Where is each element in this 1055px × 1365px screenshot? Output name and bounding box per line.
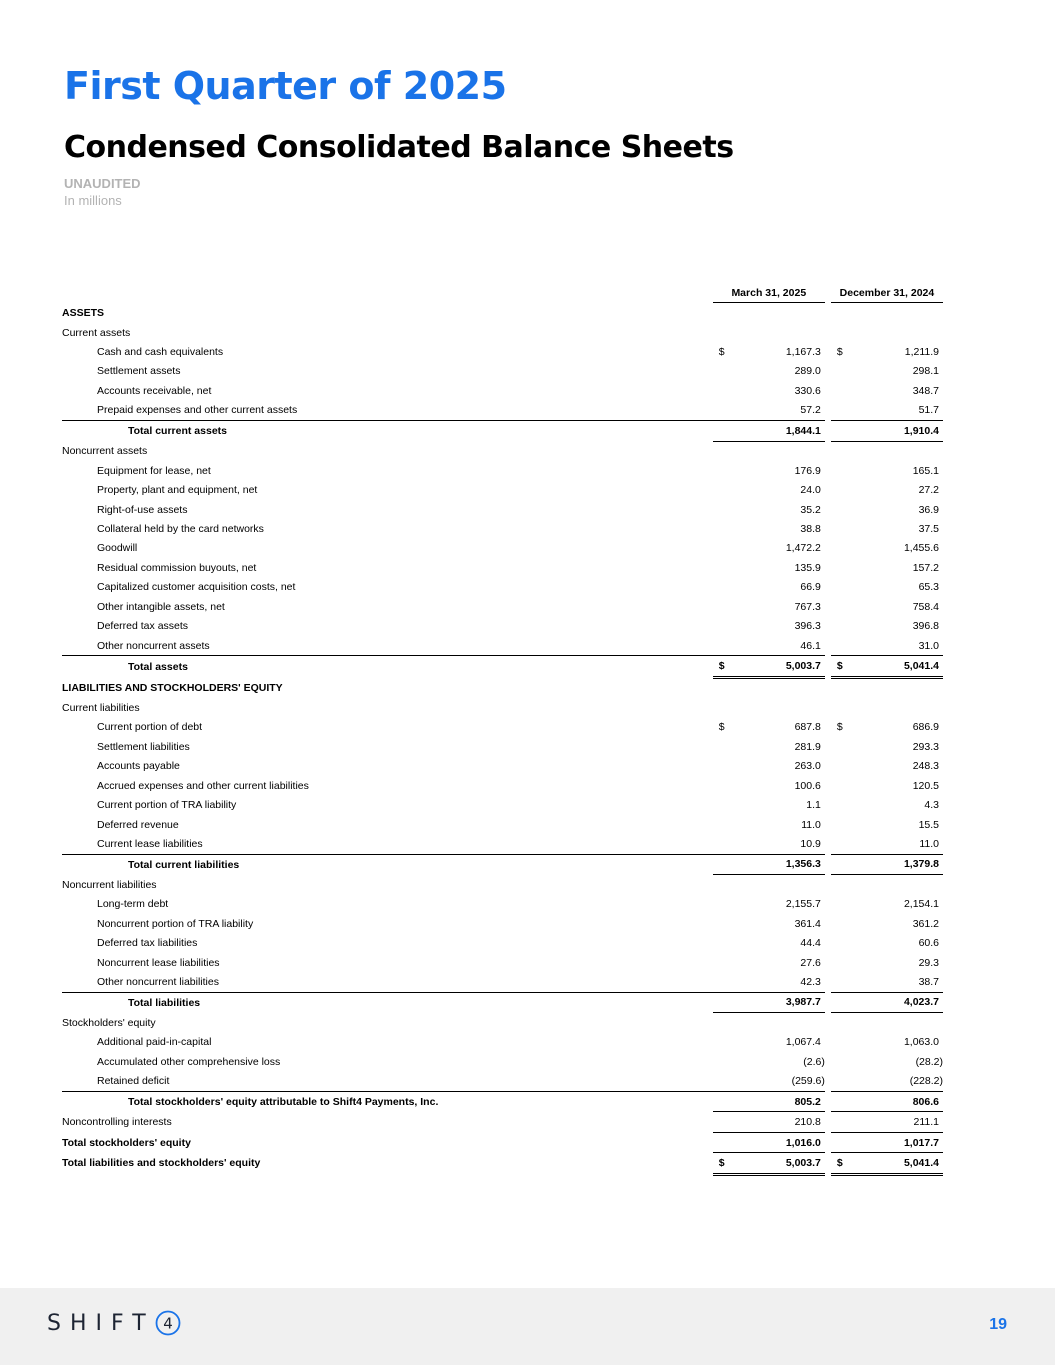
currency-symbol: $ <box>836 346 843 359</box>
value-dec-2024 <box>831 616 943 635</box>
row-label: Total current assets <box>62 421 713 441</box>
row-label: Other noncurrent liabilities <box>97 976 219 989</box>
row-label: Total stockholders' equity <box>62 1136 191 1149</box>
amount: 2,155.7 <box>785 898 821 911</box>
value-dec-2024 <box>831 480 943 499</box>
amount: 38.8 <box>800 522 821 535</box>
amount: 210.8 <box>794 1116 821 1129</box>
table-row <box>62 737 943 756</box>
row-label: Noncontrolling interests <box>62 1116 172 1129</box>
value-mar-2025 <box>713 895 825 914</box>
row-label: Other noncurrent assets <box>97 639 210 652</box>
row-label: Accrued expenses and other current liabilities <box>97 779 309 792</box>
amount: 4.3 <box>924 799 939 812</box>
amount: 120.5 <box>912 779 939 792</box>
amount: 100.6 <box>794 779 821 792</box>
row-label: Current lease liabilities <box>97 837 203 850</box>
table-row <box>62 342 943 361</box>
row-label: Goodwill <box>97 542 138 555</box>
table-row <box>62 303 943 323</box>
amount: 293.3 <box>912 740 939 753</box>
amount: 1,017.7 <box>903 1136 939 1149</box>
row-label: ASSETS <box>62 306 105 319</box>
amount: 1,067.4 <box>785 1036 821 1049</box>
amount: 5,003.7 <box>785 1156 821 1169</box>
amount: 805.2 <box>794 1095 821 1108</box>
value-dec-2024 <box>831 737 943 756</box>
amount: 1,844.1 <box>785 424 821 437</box>
value-mar-2025 <box>713 953 825 972</box>
amount: 758.4 <box>912 600 939 613</box>
column-header-dec-2024: December 31, 2024 <box>831 283 943 303</box>
amount: 767.3 <box>794 600 821 613</box>
value-dec-2024 <box>831 597 943 616</box>
amount: 5,041.4 <box>903 1156 939 1169</box>
column-header-mar-2025: March 31, 2025 <box>713 283 825 303</box>
value-dec-2024 <box>831 381 943 400</box>
value-mar-2025 <box>713 597 825 616</box>
row-label: Total liabilities <box>62 992 713 1012</box>
table-row <box>62 401 943 421</box>
currency-symbol: $ <box>718 721 725 734</box>
value-dec-2024 <box>831 1072 943 1092</box>
value-dec-2024 <box>831 895 943 914</box>
table-row <box>62 895 943 914</box>
table-row <box>62 718 943 737</box>
table-row <box>62 1091 943 1111</box>
amount: 248.3 <box>912 760 939 773</box>
value-dec-2024 <box>831 776 943 795</box>
table-row <box>62 441 943 461</box>
row-label: Total current liabilities <box>62 854 713 874</box>
table-row <box>62 519 943 538</box>
amount: 5,003.7 <box>785 660 821 673</box>
value-mar-2025 <box>713 677 825 698</box>
value-mar-2025 <box>713 656 825 677</box>
table-row <box>62 815 943 834</box>
amount: 51.7 <box>918 404 939 417</box>
value-dec-2024 <box>831 1013 943 1033</box>
logo-wordmark: SHIFT <box>47 1310 155 1336</box>
balance-sheet-body <box>62 283 943 1174</box>
amount: (228.2) <box>909 1075 943 1088</box>
value-dec-2024 <box>831 933 943 952</box>
amount: 38.7 <box>918 976 939 989</box>
value-dec-2024 <box>831 698 943 717</box>
value-mar-2025 <box>713 1112 825 1132</box>
row-label: Residual commission buyouts, net <box>97 561 257 574</box>
value-dec-2024 <box>831 421 943 441</box>
table-row <box>62 381 943 400</box>
amount: 42.3 <box>800 976 821 989</box>
page-number: 19 <box>989 1316 1007 1333</box>
amount: 1,167.3 <box>785 346 821 359</box>
row-label: Current liabilities <box>62 701 140 714</box>
amount: 361.4 <box>794 917 821 930</box>
value-dec-2024 <box>831 578 943 597</box>
value-mar-2025 <box>713 519 825 538</box>
value-dec-2024 <box>831 539 943 558</box>
value-dec-2024 <box>831 401 943 421</box>
row-label: Current portion of debt <box>97 721 203 734</box>
table-row <box>62 421 943 441</box>
value-dec-2024 <box>831 1153 943 1174</box>
amount: 4,023.7 <box>903 996 939 1009</box>
value-mar-2025 <box>713 303 825 323</box>
value-mar-2025 <box>713 757 825 776</box>
table-row <box>62 656 943 677</box>
value-mar-2025 <box>713 558 825 577</box>
amount: 31.0 <box>918 639 939 652</box>
amount: 686.9 <box>912 721 939 734</box>
value-mar-2025 <box>713 1052 825 1071</box>
value-mar-2025 <box>713 1033 825 1052</box>
value-mar-2025 <box>713 401 825 421</box>
row-label: Retained deficit <box>97 1075 170 1088</box>
row-label: Stockholders' equity <box>62 1016 156 1029</box>
row-label: Noncurrent lease liabilities <box>97 956 220 969</box>
value-mar-2025 <box>713 1072 825 1092</box>
amount: 27.6 <box>800 956 821 969</box>
value-mar-2025 <box>713 381 825 400</box>
value-mar-2025 <box>713 1013 825 1033</box>
value-mar-2025 <box>713 616 825 635</box>
value-dec-2024 <box>831 323 943 342</box>
row-label: Long-term debt <box>97 898 169 911</box>
row-label: Noncurrent portion of TRA liability <box>97 917 254 930</box>
units-label: In millions <box>64 193 122 208</box>
amount: 11.0 <box>801 818 821 831</box>
value-dec-2024 <box>831 854 943 874</box>
row-label: Deferred revenue <box>97 818 179 831</box>
table-row <box>62 461 943 480</box>
row-label: Right-of-use assets <box>97 503 188 516</box>
value-dec-2024 <box>831 636 943 656</box>
value-mar-2025 <box>713 698 825 717</box>
amount: 27.2 <box>918 484 939 497</box>
value-mar-2025 <box>713 854 825 874</box>
amount: 36.9 <box>918 503 939 516</box>
row-label: Settlement liabilities <box>97 740 190 753</box>
currency-symbol: $ <box>718 660 725 673</box>
value-mar-2025 <box>713 323 825 342</box>
value-mar-2025 <box>713 342 825 361</box>
table-row <box>62 616 943 635</box>
value-dec-2024 <box>831 519 943 538</box>
value-mar-2025 <box>713 636 825 656</box>
table-row <box>62 875 943 895</box>
amount: 687.8 <box>794 721 821 734</box>
table-row <box>62 933 943 952</box>
value-mar-2025 <box>713 933 825 952</box>
amount: 361.2 <box>912 917 939 930</box>
row-label: Current portion of TRA liability <box>97 799 237 812</box>
page-footer <box>0 1288 1055 1365</box>
table-row <box>62 972 943 992</box>
row-label: Total assets <box>62 656 713 677</box>
table-row <box>62 323 943 342</box>
amount: 1,910.4 <box>903 424 939 437</box>
value-mar-2025 <box>713 500 825 519</box>
row-label: Accounts payable <box>97 760 180 773</box>
currency-symbol: $ <box>718 346 725 359</box>
value-mar-2025 <box>713 737 825 756</box>
amount: 15.5 <box>918 818 939 831</box>
value-mar-2025 <box>713 480 825 499</box>
value-mar-2025 <box>713 578 825 597</box>
amount: 165.1 <box>912 464 939 477</box>
amount: 289.0 <box>794 365 821 378</box>
row-label: Capitalized customer acquisition costs, net <box>97 581 296 594</box>
header-spacer <box>62 283 713 303</box>
value-dec-2024 <box>831 500 943 519</box>
table-row <box>62 914 943 933</box>
row-label: Deferred tax assets <box>97 620 189 633</box>
row-label: LIABILITIES AND STOCKHOLDERS' EQUITY <box>62 681 283 694</box>
value-dec-2024 <box>831 815 943 834</box>
shift4-logo <box>47 1308 181 1338</box>
value-mar-2025 <box>713 1132 825 1152</box>
table-row <box>62 1153 943 1174</box>
value-dec-2024 <box>831 1052 943 1071</box>
value-dec-2024 <box>831 875 943 895</box>
table-row <box>62 539 943 558</box>
amount: 806.6 <box>912 1095 939 1108</box>
value-dec-2024 <box>831 656 943 677</box>
currency-symbol: $ <box>836 1156 843 1169</box>
value-mar-2025 <box>713 539 825 558</box>
table-row <box>62 953 943 972</box>
table-row <box>62 834 943 854</box>
table-row <box>62 1033 943 1052</box>
amount: 330.6 <box>794 384 821 397</box>
table-row <box>62 1072 943 1092</box>
amount: 135.9 <box>794 561 821 574</box>
currency-symbol: $ <box>836 721 843 734</box>
value-mar-2025 <box>713 1153 825 1174</box>
value-dec-2024 <box>831 1091 943 1111</box>
amount: 1,379.8 <box>903 858 939 871</box>
table-row <box>62 362 943 381</box>
value-mar-2025 <box>713 815 825 834</box>
table-row <box>62 636 943 656</box>
value-mar-2025 <box>713 461 825 480</box>
amount: 263.0 <box>794 760 821 773</box>
value-dec-2024 <box>831 914 943 933</box>
table-row <box>62 1013 943 1033</box>
amount: 2,154.1 <box>903 898 939 911</box>
amount: (28.2) <box>915 1055 943 1068</box>
value-mar-2025 <box>713 362 825 381</box>
amount: 396.3 <box>794 620 821 633</box>
amount: 176.9 <box>794 464 821 477</box>
value-dec-2024 <box>831 972 943 992</box>
table-row <box>62 558 943 577</box>
row-label: Other intangible assets, net <box>97 600 225 613</box>
table-row <box>62 1112 943 1132</box>
balance-sheet-table <box>62 283 943 1176</box>
value-mar-2025 <box>713 972 825 992</box>
amount: (2.6) <box>803 1055 825 1068</box>
row-label: Accounts receivable, net <box>97 384 212 397</box>
table-row <box>62 698 943 717</box>
amount: 1,016.0 <box>785 1136 821 1149</box>
amount: 348.7 <box>912 384 939 397</box>
amount: 35.2 <box>800 503 821 516</box>
amount: 29.3 <box>918 956 939 969</box>
page-title: First Quarter of 2025 <box>64 64 507 108</box>
table-row <box>62 1052 943 1071</box>
logo-digit: 4 <box>162 1314 173 1333</box>
value-mar-2025 <box>713 875 825 895</box>
value-mar-2025 <box>713 776 825 795</box>
amount: 44.4 <box>800 937 821 950</box>
amount: 5,041.4 <box>903 660 939 673</box>
amount: 1,063.0 <box>903 1036 939 1049</box>
table-row <box>62 480 943 499</box>
table-row <box>62 677 943 698</box>
value-dec-2024 <box>831 757 943 776</box>
amount: 11.0 <box>919 837 939 850</box>
unaudited-label: UNAUDITED <box>64 176 141 191</box>
amount: 3,987.7 <box>785 996 821 1009</box>
amount: 37.5 <box>918 522 939 535</box>
table-row <box>62 795 943 814</box>
amount: 157.2 <box>912 561 939 574</box>
amount: 211.1 <box>913 1116 939 1129</box>
value-dec-2024 <box>831 441 943 461</box>
value-mar-2025 <box>713 421 825 441</box>
row-label: Total stockholders' equity attributable to Shift4 Payments, Inc. <box>62 1091 713 1111</box>
amount: 1,455.6 <box>903 542 939 555</box>
table-row <box>62 854 943 874</box>
row-label: Accumulated other comprehensive loss <box>97 1055 281 1068</box>
amount: 1,356.3 <box>785 858 821 871</box>
currency-symbol: $ <box>718 1156 725 1169</box>
row-label: Deferred tax liabilities <box>97 937 198 950</box>
value-dec-2024 <box>831 718 943 737</box>
table-row <box>62 500 943 519</box>
statement-title: Condensed Consolidated Balance Sheets <box>64 130 734 165</box>
currency-symbol: $ <box>836 660 843 673</box>
row-label: Noncurrent assets <box>62 444 148 457</box>
amount: 281.9 <box>794 740 821 753</box>
value-mar-2025 <box>713 914 825 933</box>
amount: 1,211.9 <box>904 346 939 359</box>
column-header-row <box>62 283 943 303</box>
row-label: Settlement assets <box>97 365 181 378</box>
value-dec-2024 <box>831 1132 943 1152</box>
value-mar-2025 <box>713 718 825 737</box>
amount: 1.1 <box>806 799 821 812</box>
value-dec-2024 <box>831 558 943 577</box>
row-label: Cash and cash equivalents <box>97 346 224 359</box>
value-mar-2025 <box>713 1091 825 1111</box>
row-label: Total liabilities and stockholders' equity <box>62 1157 261 1170</box>
amount: 57.2 <box>800 404 821 417</box>
value-mar-2025 <box>713 834 825 854</box>
value-mar-2025 <box>713 795 825 814</box>
value-dec-2024 <box>831 834 943 854</box>
row-label: Equipment for lease, net <box>97 464 211 477</box>
value-dec-2024 <box>831 795 943 814</box>
table-row <box>62 757 943 776</box>
amount: 60.6 <box>918 937 939 950</box>
value-dec-2024 <box>831 342 943 361</box>
table-row <box>62 597 943 616</box>
value-dec-2024 <box>831 677 943 698</box>
table-row <box>62 776 943 795</box>
logo-circle-four-icon <box>155 1310 181 1336</box>
value-dec-2024 <box>831 303 943 323</box>
value-mar-2025 <box>713 441 825 461</box>
amount: 396.8 <box>912 620 939 633</box>
table-row <box>62 992 943 1012</box>
value-dec-2024 <box>831 1112 943 1132</box>
amount: 65.3 <box>918 581 939 594</box>
value-dec-2024 <box>831 953 943 972</box>
row-label: Collateral held by the card networks <box>97 522 264 535</box>
table-row <box>62 578 943 597</box>
value-dec-2024 <box>831 992 943 1012</box>
value-dec-2024 <box>831 1033 943 1052</box>
value-mar-2025 <box>713 992 825 1012</box>
amount: 66.9 <box>800 581 821 594</box>
row-label: Prepaid expenses and other current assets <box>97 404 298 417</box>
value-dec-2024 <box>831 461 943 480</box>
row-label: Property, plant and equipment, net <box>97 484 258 497</box>
amount: 46.1 <box>800 639 821 652</box>
amount: 1,472.2 <box>785 542 821 555</box>
amount: 10.9 <box>800 837 821 850</box>
row-label: Additional paid-in-capital <box>97 1036 212 1049</box>
amount: (259.6) <box>791 1075 825 1088</box>
row-label: Noncurrent liabilities <box>62 878 157 891</box>
table-row <box>62 1132 943 1152</box>
amount: 298.1 <box>912 365 939 378</box>
row-label: Current assets <box>62 326 131 339</box>
amount: 24.0 <box>800 484 821 497</box>
value-dec-2024 <box>831 362 943 381</box>
